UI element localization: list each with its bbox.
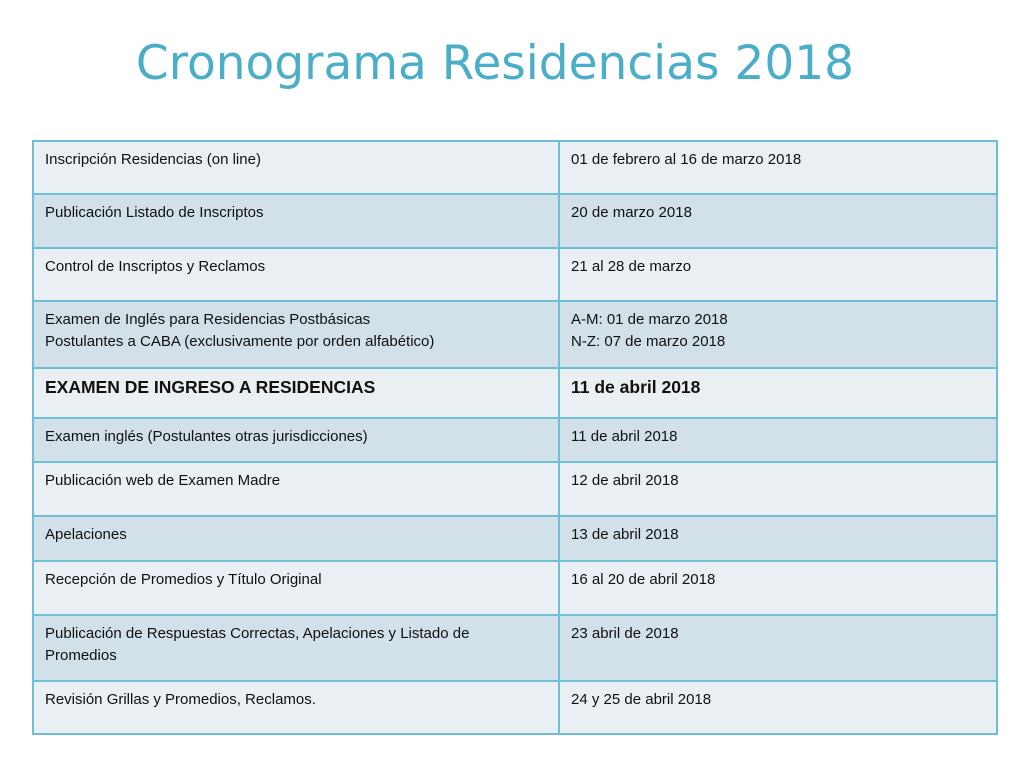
table-row (33, 301, 997, 368)
date-cell: 20 de marzo 2018 (559, 194, 997, 248)
table-row (33, 561, 997, 615)
activity-cell: Examen inglés (Postulantes otras jurisdicciones) (33, 418, 559, 462)
schedule-table (32, 140, 998, 735)
date-cell: 16 al 20 de abril 2018 (559, 561, 997, 615)
activity-cell: Publicación web de Examen Madre (33, 462, 559, 516)
date-cell: 12 de abril 2018 (559, 462, 997, 516)
table-row (33, 615, 997, 681)
table-row (33, 248, 997, 301)
table-row (33, 141, 997, 194)
activity-cell: Control de Inscriptos y Reclamos (33, 248, 559, 301)
activity-cell: Recepción de Promedios y Título Original (33, 561, 559, 615)
table-row (33, 368, 997, 418)
date-cell: 24 y 25 de abril 2018 (559, 681, 997, 734)
activity-cell: EXAMEN DE INGRESO A RESIDENCIAS (33, 368, 559, 418)
date-cell: 01 de febrero al 16 de marzo 2018 (559, 141, 997, 194)
activity-cell: Publicación Listado de Inscriptos (33, 194, 559, 248)
date-cell: 23 abril de 2018 (559, 615, 997, 681)
date-cell: A-M: 01 de marzo 2018 N-Z: 07 de marzo 2018 (559, 301, 997, 368)
page-title: Cronograma Residencias 2018 (135, 36, 855, 91)
date-cell: 13 de abril 2018 (559, 516, 997, 561)
table-row (33, 516, 997, 561)
date-cell: 11 de abril 2018 (559, 368, 997, 418)
date-cell: 11 de abril 2018 (559, 418, 997, 462)
activity-cell: Examen de Inglés para Residencias Postbásicas Postulantes a CABA (exclusivamente por orden alfabético) (33, 301, 559, 368)
activity-cell: Inscripción Residencias (on line) (33, 141, 559, 194)
table-row (33, 681, 997, 734)
date-cell: 21 al 28 de marzo (559, 248, 997, 301)
activity-cell: Publicación de Respuestas Correctas, Apelaciones y Listado de Promedios (33, 615, 559, 681)
activity-cell: Revisión Grillas y Promedios, Reclamos. (33, 681, 559, 734)
activity-cell: Apelaciones (33, 516, 559, 561)
table-row (33, 462, 997, 516)
table-row (33, 418, 997, 462)
table-row (33, 194, 997, 248)
